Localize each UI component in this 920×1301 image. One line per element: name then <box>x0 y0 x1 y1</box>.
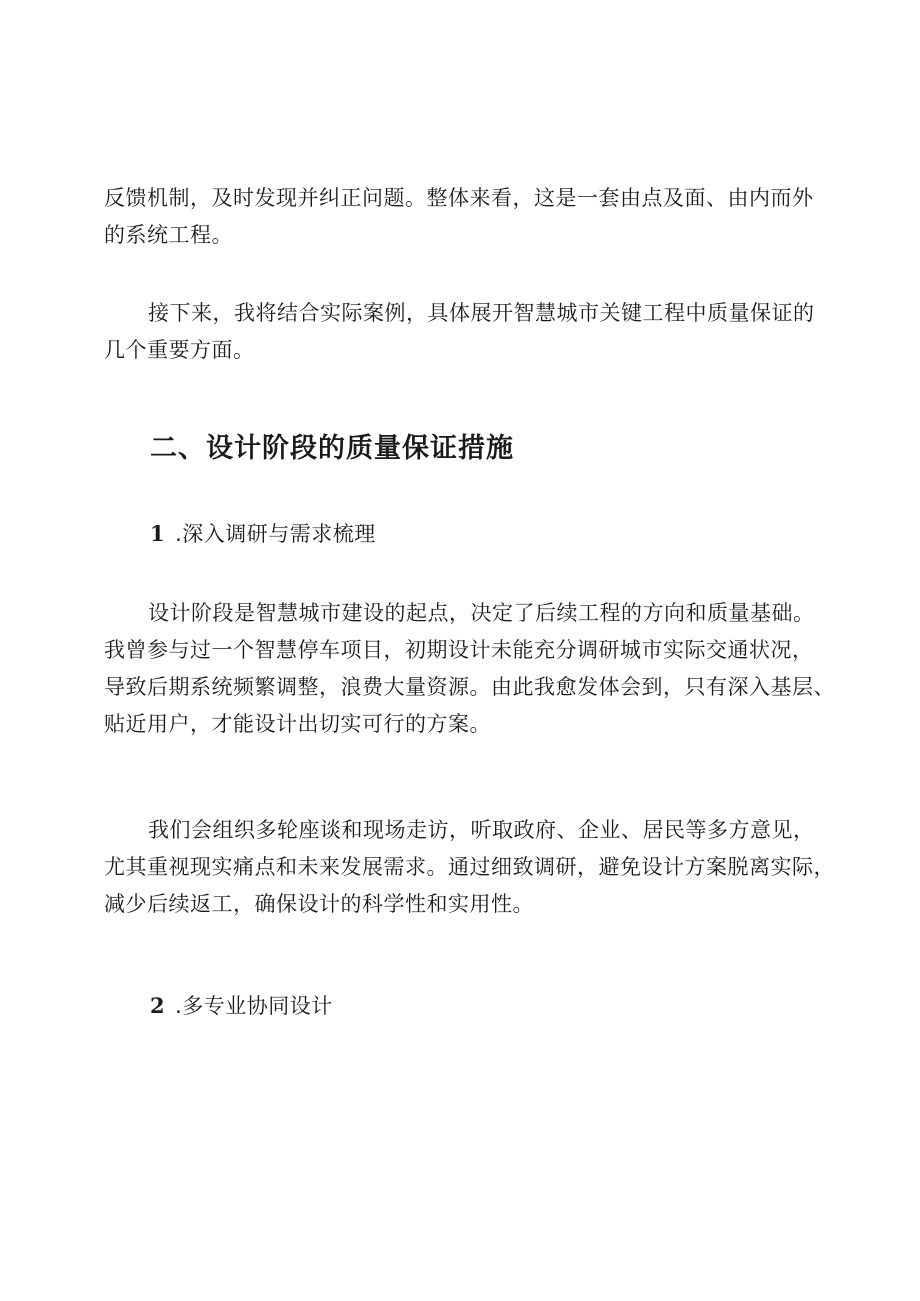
subheading-number: 1 <box>150 521 166 546</box>
subheading-research <box>150 518 376 548</box>
paragraph-next-cases <box>104 295 824 369</box>
paragraph-line: 几个重要方面。 <box>104 338 255 362</box>
paragraph-feedback-mechanism <box>104 180 824 254</box>
paragraph-design-stage <box>104 595 835 743</box>
paragraph-line: 导致后期系统频繁调整，浪费大量资源。由此我愈发体会到，只有深入基层、 <box>104 675 835 699</box>
subheading-number: 2 <box>150 993 166 1018</box>
paragraph-line: 反馈机制，及时发现并纠正问题。整体来看，这是一套由点及面、由内而外 <box>104 186 814 210</box>
paragraph-field-visits <box>104 812 835 923</box>
paragraph-line: 设计阶段是智慧城市建设的起点，决定了后续工程的方向和质量基础。 <box>148 601 815 625</box>
subheading-title: .深入调研与需求梳理 <box>175 522 376 546</box>
subheading-collaboration <box>150 990 333 1020</box>
section-heading-design-stage: 二、设计阶段的质量保证措施 <box>150 433 514 464</box>
paragraph-line: 减少后续返工，确保设计的科学性和实用性。 <box>104 892 534 916</box>
paragraph-line: 我们会组织多轮座谈和现场走访，听取政府、企业、居民等多方意见， <box>148 818 815 842</box>
paragraph-line: 的系统工程。 <box>104 223 233 247</box>
paragraph-line: 贴近用户，才能设计出切实可行的方案。 <box>104 712 491 736</box>
subheading-title: .多专业协同设计 <box>175 994 333 1018</box>
paragraph-line: 尤其重视现实痛点和未来发展需求。通过细致调研，避免设计方案脱离实际， <box>104 855 835 879</box>
paragraph-line: 我曾参与过一个智慧停车项目，初期设计未能充分调研城市实际交通状况， <box>104 638 814 662</box>
paragraph-line: 接下来，我将结合实际案例，具体展开智慧城市关键工程中质量保证的 <box>148 301 815 325</box>
